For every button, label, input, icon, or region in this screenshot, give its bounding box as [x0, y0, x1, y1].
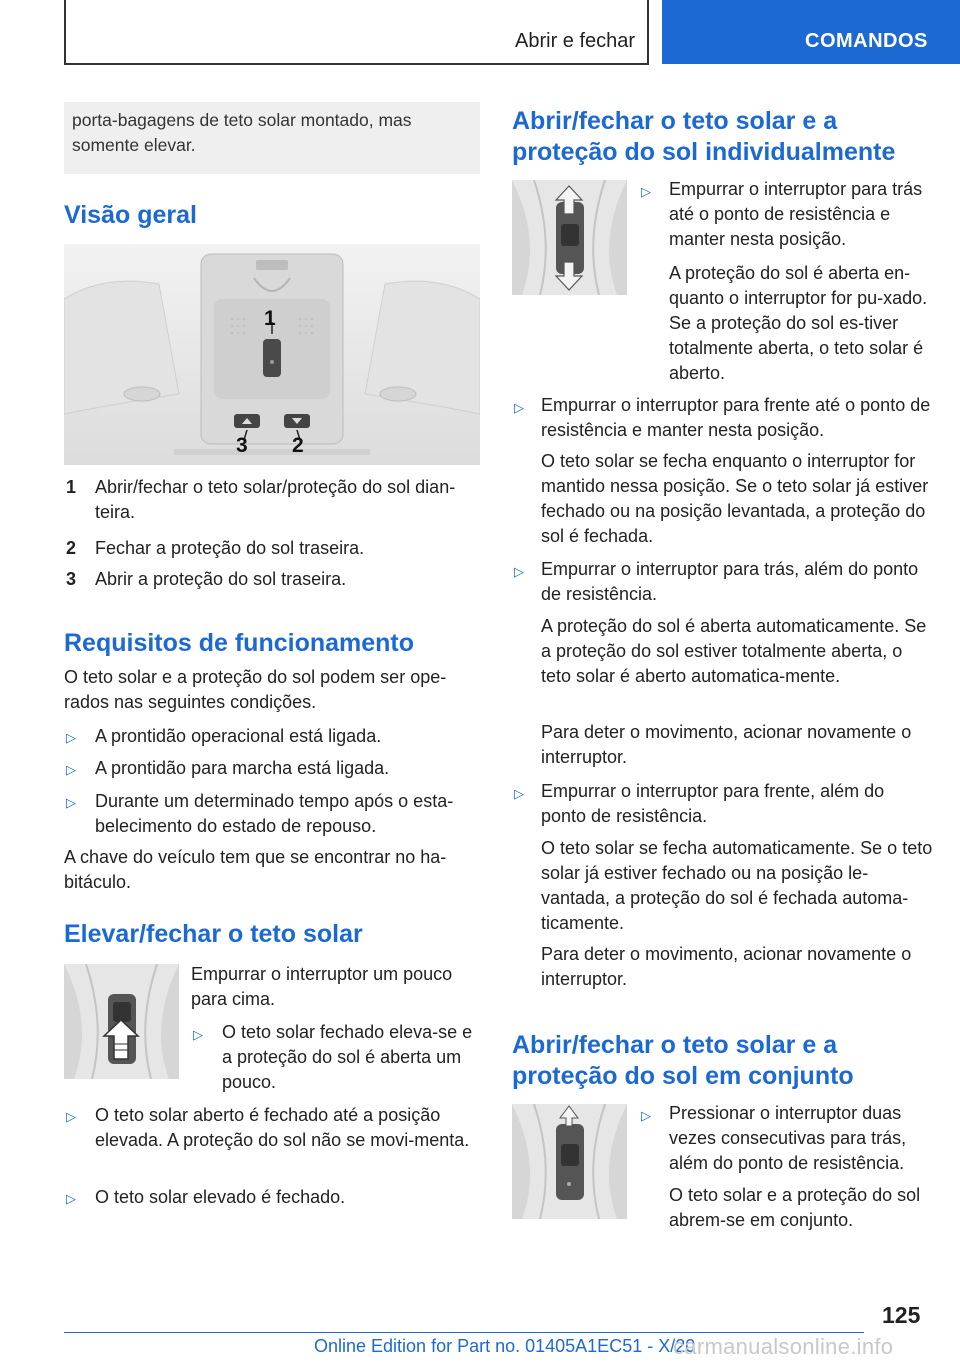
bullet-icon: ▷: [193, 1027, 203, 1042]
header-bottom-rule: [64, 63, 649, 65]
bullet-icon: ▷: [66, 730, 76, 745]
bullet-icon: ▷: [66, 1191, 76, 1206]
switch-double-illustration: [512, 1104, 627, 1219]
individual-heading: Abrir/fechar o teto solar e a proteção do sol individualmente: [512, 107, 896, 166]
header-left-rule: [64, 0, 66, 64]
footer-rule: [64, 1332, 864, 1333]
legend-num-1: 1: [66, 477, 77, 497]
raise-bullet-2: O teto solar aberto é fechado até a posição elevada. A proteção do sol não se movi-menta.: [95, 1105, 470, 1150]
bullet-icon: ▷: [641, 184, 651, 199]
individual-detail-2: O teto solar se fecha enquanto o interruptor for mantido nessa posição. Se o teto solar já estiver fechado ou na posição levantada, a proteção do sol é fechada.: [541, 451, 929, 546]
switch-back-illustration: [512, 180, 627, 295]
individual-bullet-2: Empurrar o interruptor para frente até o ponto de resistência e manter nesta posição.: [541, 395, 931, 440]
individual-detail-4: O teto solar se fecha automaticamente. Se o teto solar já estiver fechado ou na posição le-vantada, a proteção do sol é fechada automa-ticamente.: [541, 838, 933, 933]
requirements-heading: Requisitos de funcionamento: [64, 629, 415, 657]
bullet-icon: ▷: [66, 1109, 76, 1124]
header-right-rule: [647, 0, 649, 64]
page-number: 125: [882, 1302, 921, 1328]
bullet-icon: ▷: [514, 400, 524, 415]
individual-bullet-1: Empurrar o interruptor para trás até o ponto de resistência e manter nesta posição.: [669, 179, 923, 249]
bullet-icon: ▷: [66, 762, 76, 777]
note-box: [64, 102, 480, 174]
switch-back-svg: [512, 180, 627, 295]
switch-double-svg: [512, 1104, 627, 1219]
requirement-1: A prontidão operacional está ligada.: [95, 726, 382, 746]
requirement-2: A prontidão para marcha está ligada.: [95, 758, 390, 778]
callout-3: 3: [236, 434, 248, 457]
together-detail-1: O teto solar e a proteção do sol abrem-se em conjunto.: [669, 1185, 921, 1230]
note-text: porta-bagagens de teto solar montado, mas somente elevar.: [72, 110, 412, 155]
bullet-icon: ▷: [641, 1108, 651, 1123]
chapter-title: Abrir e fechar: [515, 30, 636, 52]
requirements-outro: A chave do veículo tem que se encontrar no ha-bitáculo.: [64, 847, 447, 892]
raise-heading: Elevar/fechar o teto solar: [64, 920, 363, 948]
watermark: carmanualsonline.info: [673, 1334, 894, 1359]
requirement-3: Durante um determinado tempo após o esta-belecimento do estado de repouso.: [95, 791, 454, 836]
individual-bullet-4: Empurrar o interruptor para frente, além do ponto de resistência.: [541, 781, 885, 826]
individual-detail-3b: Para deter o movimento, acionar novamente o interruptor.: [541, 722, 912, 767]
legend-text-2: Fechar a proteção do sol traseira.: [95, 538, 365, 558]
overhead-console-illustration: [64, 244, 480, 465]
legend-num-3: 3: [66, 569, 77, 589]
switch-up-illustration: [64, 964, 179, 1079]
legend-num-2: 2: [66, 538, 77, 558]
individual-detail-3: A proteção do sol é aberta automaticamente. Se a proteção do sol estiver totalmente aberta, o teto solar é aberto automatica-mente.: [541, 616, 927, 686]
overhead-console-svg: [64, 244, 480, 465]
overview-heading: Visão geral: [64, 201, 197, 229]
together-heading: Abrir/fechar o teto solar e a proteção do sol em conjunto: [512, 1031, 854, 1090]
callout-1: 1: [264, 307, 276, 330]
requirements-intro: O teto solar e a proteção do sol podem ser ope-rados nas seguintes condições.: [64, 667, 447, 712]
individual-bullet-3: Empurrar o interruptor para trás, além do ponto de resistência.: [541, 559, 919, 604]
raise-bullet-3: O teto solar elevado é fechado.: [95, 1187, 346, 1207]
bullet-icon: ▷: [514, 564, 524, 579]
legend-text-1: Abrir/fechar o teto solar/proteção do sol dian-teira.: [95, 477, 456, 522]
edition-text: Online Edition for Part no. 01405A1EC51 - X/20: [314, 1336, 696, 1356]
legend-text-3: Abrir a proteção do sol traseira.: [95, 569, 347, 589]
together-bullet-1: Pressionar o interruptor duas vezes consecutivas para trás, além do ponto de resistência.: [669, 1103, 907, 1173]
raise-intro: Empurrar o interruptor um pouco para cima.: [191, 964, 453, 1009]
callout-2: 2: [292, 434, 304, 457]
bullet-icon: ▷: [66, 795, 76, 810]
individual-detail-4b: Para deter o movimento, acionar novamente o interruptor.: [541, 944, 912, 989]
switch-up-svg: [64, 964, 179, 1079]
individual-detail-1: A proteção do sol é aberta en-quanto o interruptor for pu-xado. Se a proteção do sol es-tiver totalmente aberta, o teto solar é aberto.: [669, 263, 928, 383]
section-tab-label: COMANDOS: [805, 30, 928, 52]
raise-bullet-1: O teto solar fechado eleva-se e a proteção do sol é aberta um pouco.: [222, 1022, 473, 1092]
bullet-icon: ▷: [514, 786, 524, 801]
